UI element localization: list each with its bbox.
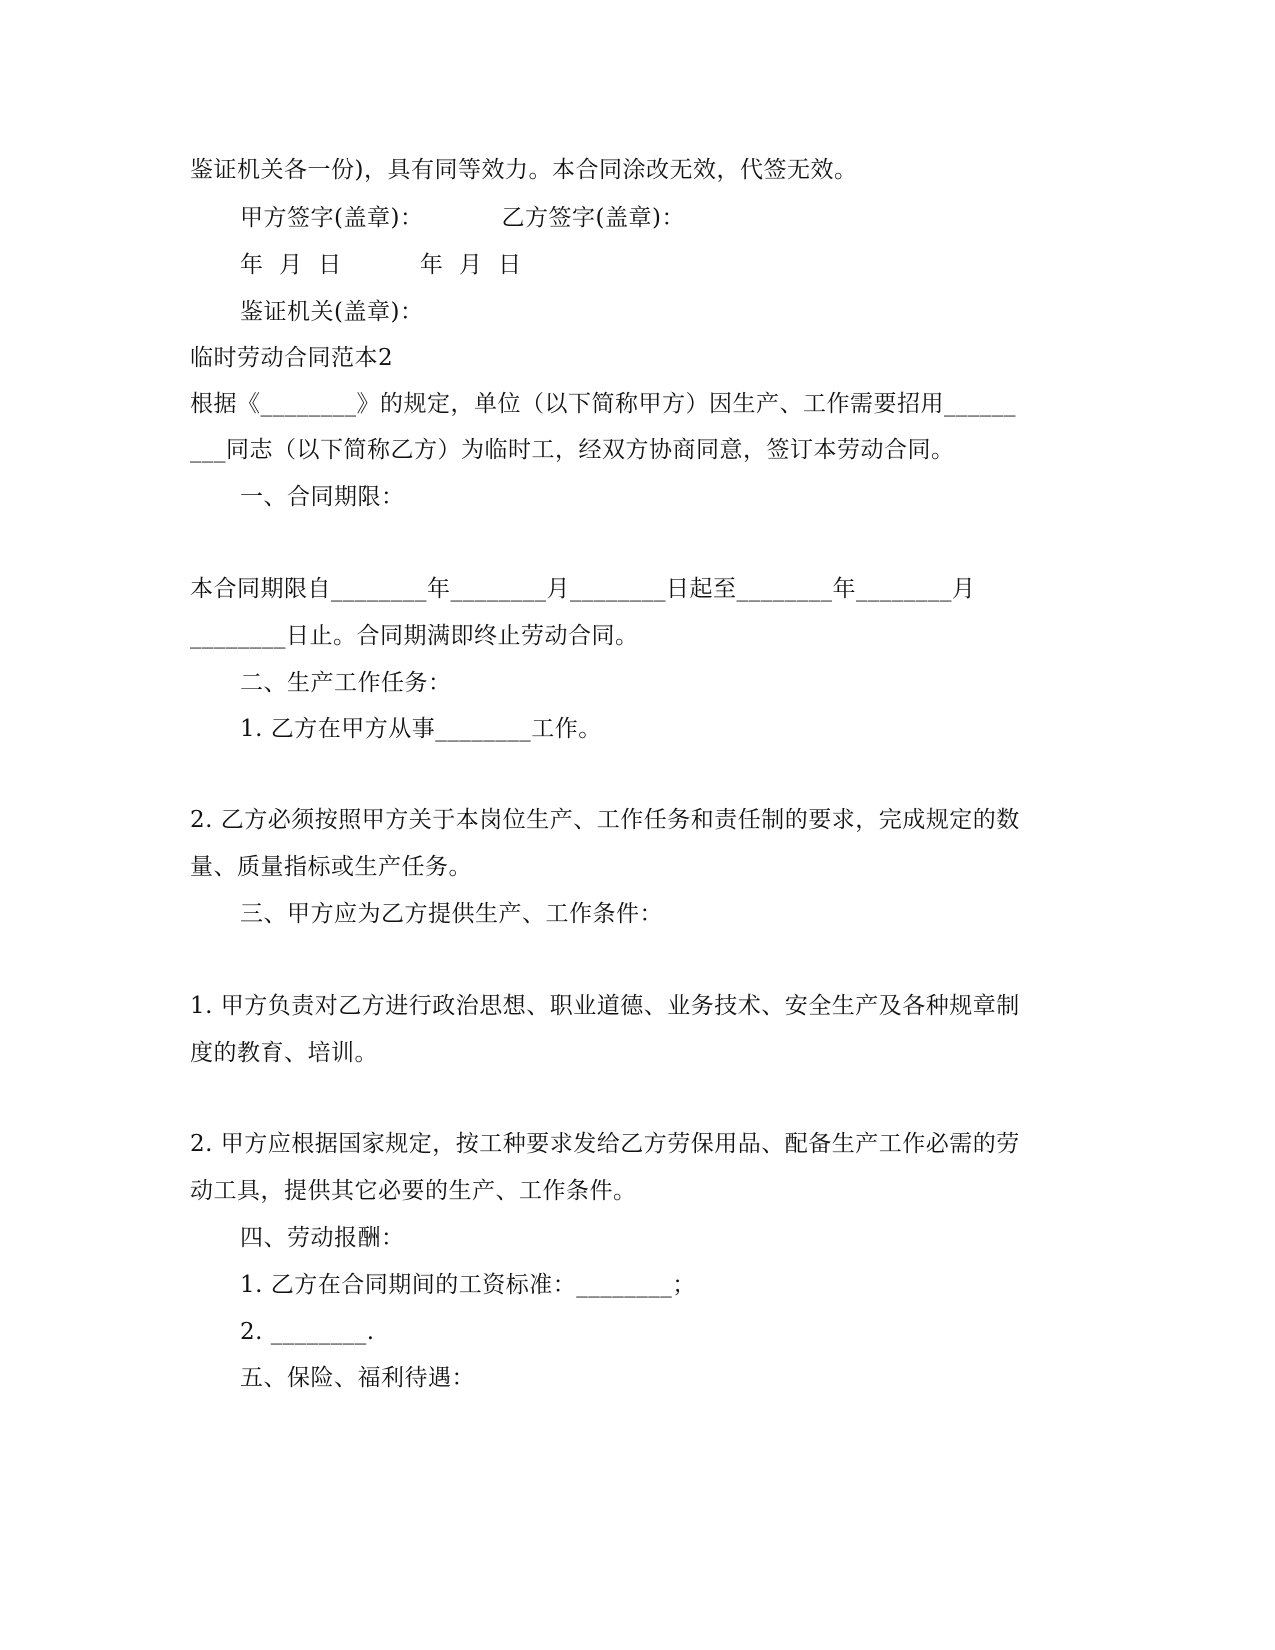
text-line: 度的教育、培训。 <box>190 1040 378 1066</box>
text-line: 1. 乙方在合同期间的工资标准：________； <box>240 1272 696 1298</box>
text-line: 根据《________》的规定，单位（以下简称甲方）因生产、工作需要招用______ <box>190 391 1016 417</box>
signature-line: 甲方签字(盖章)： 乙方签字(盖章)： <box>240 205 686 231</box>
certifying-authority-line: 鉴证机关(盖章)： <box>240 299 424 325</box>
date-line: 年 月 日 年 月 日 <box>240 252 522 278</box>
text-line: 2. 甲方应根据国家规定，按工种要求发给乙方劳保用品、配备生产工作必需的劳 <box>190 1131 1020 1157</box>
text-line: 鉴证机关各一份)，具有同等效力。本合同涂改无效，代签无效。 <box>190 157 858 183</box>
section-title: 临时劳动合同范本2 <box>190 345 394 371</box>
text-line: 1. 乙方在甲方从事________工作。 <box>240 716 602 742</box>
text-line: 本合同期限自________年________月________日起至________年________月 <box>190 576 976 602</box>
text-line: 动工具，提供其它必要的生产、工作条件。 <box>190 1178 637 1204</box>
clause-heading: 一、合同期限： <box>240 484 405 510</box>
clause-heading: 三、甲方应为乙方提供生产、工作条件： <box>240 901 663 927</box>
text-line: 2. ________. <box>240 1319 375 1345</box>
text-line: 1. 甲方负责对乙方进行政治思想、职业道德、业务技术、安全生产及各种规章制 <box>190 993 1020 1019</box>
clause-heading: 四、劳动报酬： <box>240 1225 405 1251</box>
text-line: 2. 乙方必须按照甲方关于本岗位生产、工作任务和责任制的要求，完成规定的数 <box>190 807 1020 833</box>
clause-heading: 二、生产工作任务： <box>240 670 452 696</box>
text-line: ________日止。合同期满即终止劳动合同。 <box>190 623 639 649</box>
text-line: ___同志（以下简称乙方）为临时工，经双方协商同意，签订本劳动合同。 <box>190 437 955 463</box>
text-line: 量、质量指标或生产任务。 <box>190 854 472 880</box>
clause-heading: 五、保险、福利待遇： <box>240 1365 475 1391</box>
